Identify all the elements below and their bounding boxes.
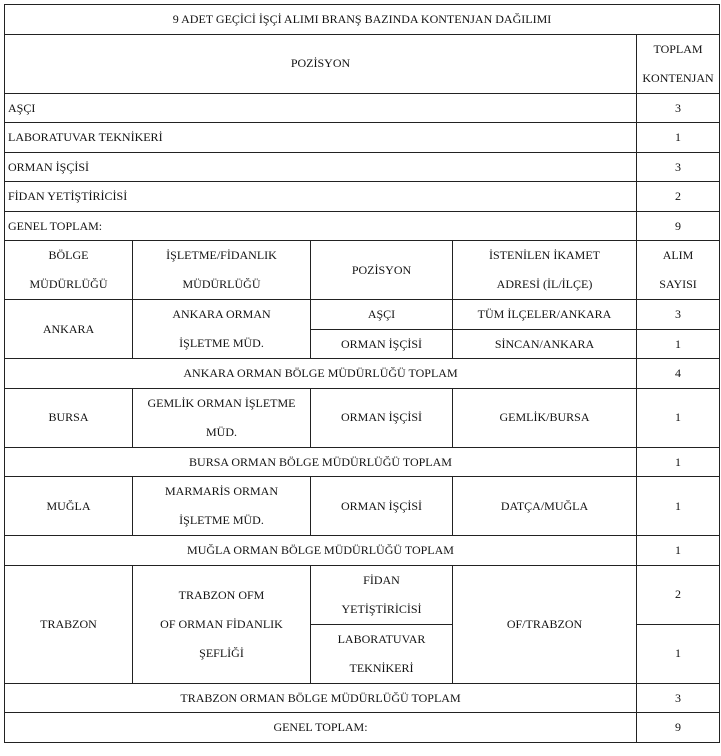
table-title-row [5, 5, 720, 35]
position-header: POZİSYON [311, 241, 453, 300]
summary-position-header: POZİSYON [5, 34, 637, 93]
detail-grand-total-label: GENEL TOPLAM: [5, 713, 637, 743]
table-title: 9 ADET GEÇİCİ İŞÇİ ALIMI BRANŞ BAZINDA KONTENJAN DAĞILIMI [5, 5, 720, 35]
mugla-office: MARMARİS ORMAN İŞLETME MÜD. [133, 477, 311, 536]
summary-count: 3 [637, 93, 720, 123]
trabzon-region: TRABZON [5, 565, 133, 683]
summary-header-row [5, 34, 720, 93]
ankara-count: 3 [637, 300, 720, 330]
trabzon-row [5, 565, 720, 624]
bursa-row [5, 388, 720, 447]
bursa-total-value: 1 [637, 447, 720, 477]
bursa-office: GEMLİK ORMAN İŞLETME MÜD. [133, 388, 311, 447]
summary-grand-total-value: 9 [637, 211, 720, 241]
mugla-total-row [5, 536, 720, 566]
ankara-total-label: ANKARA ORMAN BÖLGE MÜDÜRLÜĞÜ TOPLAM [5, 359, 637, 389]
mugla-address: DATÇA/MUĞLA [453, 477, 637, 536]
trabzon-total-value: 3 [637, 683, 720, 713]
mugla-row [5, 477, 720, 536]
summary-row [5, 123, 720, 153]
summary-count: 3 [637, 152, 720, 182]
trabzon-count: 1 [637, 624, 720, 683]
summary-row [5, 182, 720, 212]
ankara-address: TÜM İLÇELER/ANKARA [453, 300, 637, 330]
ankara-region: ANKARA [5, 300, 133, 359]
document [4, 4, 719, 743]
ankara-count: 1 [637, 329, 720, 359]
address-header: İSTENİLEN İKAMET ADRESİ (İL/İLÇE) [453, 241, 637, 300]
trabzon-count: 2 [637, 565, 720, 624]
bursa-total-label: BURSA ORMAN BÖLGE MÜDÜRLÜĞÜ TOPLAM [5, 447, 637, 477]
trabzon-position: LABORATUVAR TEKNİKERİ [311, 624, 453, 683]
ankara-position: ORMAN İŞÇİSİ [311, 329, 453, 359]
trabzon-office: TRABZON OFM OF ORMAN FİDANLIK ŞEFLİĞİ [133, 565, 311, 683]
bursa-count: 1 [637, 388, 720, 447]
detail-grand-total-value: 9 [637, 713, 720, 743]
summary-total-quota-header: TOPLAM KONTENJAN [637, 34, 720, 93]
summary-row [5, 152, 720, 182]
summary-position: ORMAN İŞÇİSİ [5, 152, 637, 182]
ankara-address: SİNCAN/ANKARA [453, 329, 637, 359]
office-header: İŞLETME/FİDANLIK MÜDÜRLÜĞÜ [133, 241, 311, 300]
quota-table [4, 4, 720, 743]
detail-header-row [5, 241, 720, 300]
summary-count: 2 [637, 182, 720, 212]
detail-grand-total-row [5, 713, 720, 743]
summary-grand-total-label: GENEL TOPLAM: [5, 211, 637, 241]
summary-grand-total-row [5, 211, 720, 241]
bursa-total-row [5, 447, 720, 477]
mugla-position: ORMAN İŞÇİSİ [311, 477, 453, 536]
ankara-position: AŞÇI [311, 300, 453, 330]
mugla-region: MUĞLA [5, 477, 133, 536]
trabzon-total-label: TRABZON ORMAN BÖLGE MÜDÜRLÜĞÜ TOPLAM [5, 683, 637, 713]
mugla-count: 1 [637, 477, 720, 536]
trabzon-total-row [5, 683, 720, 713]
mugla-total-label: MUĞLA ORMAN BÖLGE MÜDÜRLÜĞÜ TOPLAM [5, 536, 637, 566]
ankara-row [5, 300, 720, 330]
summary-count: 1 [637, 123, 720, 153]
summary-position: LABORATUVAR TEKNİKERİ [5, 123, 637, 153]
trabzon-position: FİDAN YETİŞTİRİCİSİ [311, 565, 453, 624]
trabzon-address: OF/TRABZON [453, 565, 637, 683]
summary-position: FİDAN YETİŞTİRİCİSİ [5, 182, 637, 212]
region-header: BÖLGE MÜDÜRLÜĞÜ [5, 241, 133, 300]
summary-row [5, 93, 720, 123]
mugla-total-value: 1 [637, 536, 720, 566]
bursa-address: GEMLİK/BURSA [453, 388, 637, 447]
bursa-position: ORMAN İŞÇİSİ [311, 388, 453, 447]
bursa-region: BURSA [5, 388, 133, 447]
ankara-total-value: 4 [637, 359, 720, 389]
summary-position: AŞÇI [5, 93, 637, 123]
ankara-total-row [5, 359, 720, 389]
count-header: ALIM SAYISI [637, 241, 720, 300]
ankara-office: ANKARA ORMAN İŞLETME MÜD. [133, 300, 311, 359]
